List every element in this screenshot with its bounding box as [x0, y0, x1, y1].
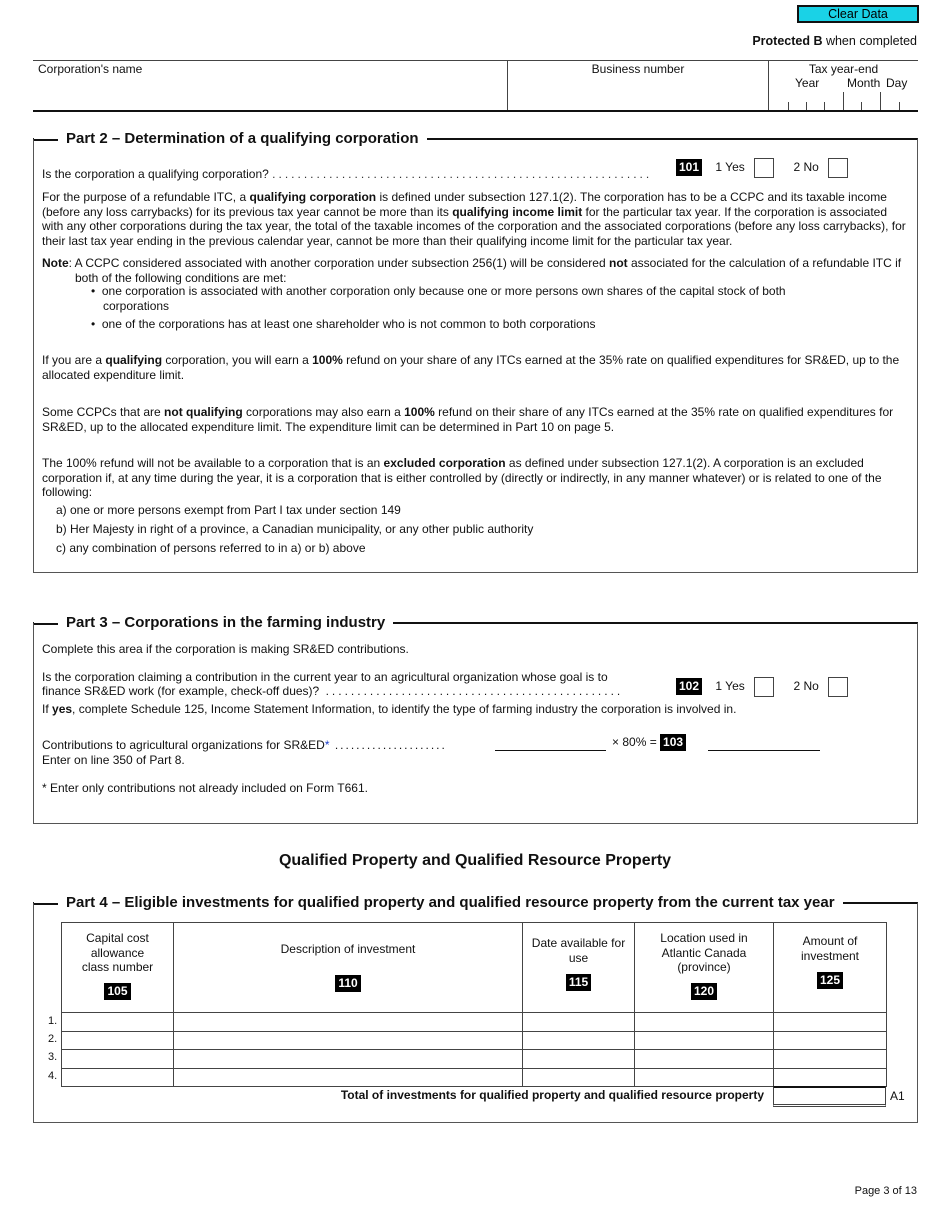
description-cell[interactable] — [174, 1031, 523, 1050]
definition-paragraph: For the purpose of a refundable ITC, a qualifying corporation is defined under subsection 127.1(2). The corporation has to be a CCPC and its taxable income (before any loss carrybacks) for its previous tax year cannot be more than its qualifying income limit for the particular tax year. If the corporation is associated with any other corporations during the tax year, the total of the taxable incomes of the corporation and the associated corporations (before any loss carrybacks), for their last tax year ending in the previous calendar year, cannot be more than their qualifying income limit for the particular tax year. — [42, 190, 906, 248]
yes-label: 1 Yes — [715, 679, 745, 694]
month-label: Month — [847, 76, 881, 90]
note-bullet: • one of the corporations has at least one shareholder who is not common to both corporations — [91, 317, 596, 331]
business-number-field[interactable] — [508, 61, 768, 111]
part3-title: Part 3 – Corporations in the farming industry — [34, 614, 393, 632]
date-cell[interactable] — [523, 1068, 635, 1087]
table-row — [62, 1013, 887, 1032]
part4-section — [33, 894, 918, 1123]
row-number: 3. — [48, 1051, 58, 1063]
multiplier: × 80% = 103 — [612, 734, 686, 751]
no-checkbox[interactable] — [828, 158, 848, 178]
farming-question-line2: finance SR&ED work (for example, check-off dues)? ............................................... — [42, 684, 624, 698]
note-paragraph: Note: A CCPC considered associated with another corporation under subsection 256(1) will be considered not associated for the calculation of a refundable ITC if both of the following conditions are met: — [42, 256, 902, 285]
description-cell[interactable] — [174, 1013, 523, 1032]
protected-b: Protected B — [752, 34, 823, 48]
column-header: Capital cost allowance class number 105 — [62, 923, 174, 1013]
line-code-101: 101 — [676, 159, 702, 176]
protected-notice — [752, 34, 917, 49]
section-heading: Qualified Property and Qualified Resource Property — [278, 852, 672, 869]
row-number: 2. — [48, 1033, 58, 1045]
day-label: Day — [886, 76, 908, 90]
tax-year-end-label: Tax year-end — [808, 62, 879, 76]
contributions-input[interactable] — [495, 750, 606, 751]
non-qualifying-paragraph: Some CCPCs that are not qualifying corporations may also earn a 100% refund on their share of any ITCs earned at the 35% rate on qualified expenditures for SR&ED, up to the allocated expenditure limit. The expenditure limit can be determined in Part 10 on page 5. — [42, 405, 894, 434]
qualifying-answer — [676, 158, 848, 178]
line-code-103: 103 — [660, 734, 686, 751]
yes-label: 1 Yes — [715, 160, 745, 175]
enter-line-note: Enter on line 350 of Part 8. — [42, 753, 185, 767]
no-label: 2 No — [793, 679, 819, 694]
column-header: Location used in Atlantic Canada (province) 120 — [635, 923, 774, 1013]
amount-cell[interactable] — [774, 1050, 887, 1069]
year-label: Year — [795, 76, 820, 90]
excluded-item: b) Her Majesty in right of a province, a Canadian municipality, or any other public authority — [56, 522, 534, 536]
table-row — [62, 1031, 887, 1050]
table-row — [62, 1050, 887, 1069]
total-a1-field[interactable] — [773, 1086, 886, 1107]
farming-question-line1: Is the corporation claiming a contribution in the current year to an agricultural organization whose goal is to — [42, 670, 608, 684]
footnote: * Enter only contributions not already included on Form T661. — [42, 781, 368, 795]
qualifying-question: Is the corporation a qualifying corporation? ............................................................ — [42, 167, 653, 181]
page-number: Page 3 of 13 — [854, 1185, 917, 1197]
contributions-line: Contributions to agricultural organizations for SR&ED* ..................... — [42, 738, 447, 752]
row-number: 1. — [48, 1015, 58, 1027]
amount-cell[interactable] — [774, 1013, 887, 1032]
location-cell[interactable] — [635, 1068, 774, 1087]
excluded-item: a) one or more persons exempt from Part I tax under section 149 — [56, 503, 401, 517]
column-header: Amount of investment 125 — [774, 923, 887, 1013]
line-103-input[interactable] — [708, 750, 820, 751]
identification-header — [33, 60, 918, 112]
qualifying-refund-paragraph: If you are a qualifying corporation, you will earn a 100% refund on your share of any ITCs earned at the 35% rate on qualified expenditures for SR&ED, up to the allocated expenditure limit. — [42, 353, 900, 382]
amount-cell[interactable] — [774, 1068, 887, 1087]
part4-title: Part 4 – Eligible investments for qualified property and qualified resource property from the current tax year — [34, 894, 843, 912]
excluded-item: c) any combination of persons referred to in a) or b) above — [56, 541, 366, 555]
question-text: Is the corporation a qualifying corporation? — [42, 167, 269, 181]
part3-intro: Complete this area if the corporation is making SR&ED contributions. — [42, 642, 409, 656]
protected-rest: when completed — [822, 34, 917, 48]
part2-section — [33, 130, 918, 573]
no-checkbox[interactable] — [828, 677, 848, 697]
excluded-paragraph: The 100% refund will not be available to a corporation that is an excluded corporation as defined under subsection 127.1(2). A corporation is an excluded corporation if, at any time during the year, it is a corporation that is either controlled by (directly or indirectly, in any manner whatever) or is related to one of the following: — [42, 456, 882, 499]
yes-checkbox[interactable] — [754, 677, 774, 697]
description-cell[interactable] — [174, 1068, 523, 1087]
cca-class-cell[interactable] — [62, 1068, 174, 1087]
clear-data-button[interactable]: Clear Data — [797, 5, 919, 23]
farming-answer — [676, 677, 848, 697]
corp-name-label: Corporation's name — [38, 62, 143, 76]
line-code-102: 102 — [676, 678, 702, 695]
location-cell[interactable] — [635, 1050, 774, 1069]
investments-table — [61, 922, 887, 1087]
corp-name-field[interactable] — [33, 61, 507, 111]
date-cell[interactable] — [523, 1031, 635, 1050]
cca-class-cell[interactable] — [62, 1013, 174, 1032]
location-cell[interactable] — [635, 1031, 774, 1050]
table-row — [62, 1068, 887, 1087]
column-header: Date available for use 115 — [523, 923, 635, 1013]
part2-title: Part 2 – Determination of a qualifying corporation — [34, 130, 427, 148]
if-yes-instruction: If yes, complete Schedule 125, Income Statement Information, to identify the type of farming industry the corporation is involved in. — [42, 702, 737, 716]
description-cell[interactable] — [174, 1050, 523, 1069]
amount-cell[interactable] — [774, 1031, 887, 1050]
no-label: 2 No — [793, 160, 819, 175]
part3-section — [33, 614, 918, 824]
note-bullet: • one corporation is associated with another corporation only because one or more persons own shares of the capital stock of both corporations — [91, 284, 786, 313]
row-number: 4. — [48, 1070, 58, 1082]
date-cell[interactable] — [523, 1013, 635, 1032]
date-cell[interactable] — [523, 1050, 635, 1069]
business-number-label: Business number — [591, 62, 685, 76]
cca-class-cell[interactable] — [62, 1031, 174, 1050]
column-header: Description of investment 110 — [174, 923, 523, 1013]
location-cell[interactable] — [635, 1013, 774, 1032]
yes-checkbox[interactable] — [754, 158, 774, 178]
total-label: Total of investments for qualified property and qualified resource property — [340, 1088, 764, 1102]
cca-class-cell[interactable] — [62, 1050, 174, 1069]
total-ref: A1 — [890, 1089, 905, 1103]
